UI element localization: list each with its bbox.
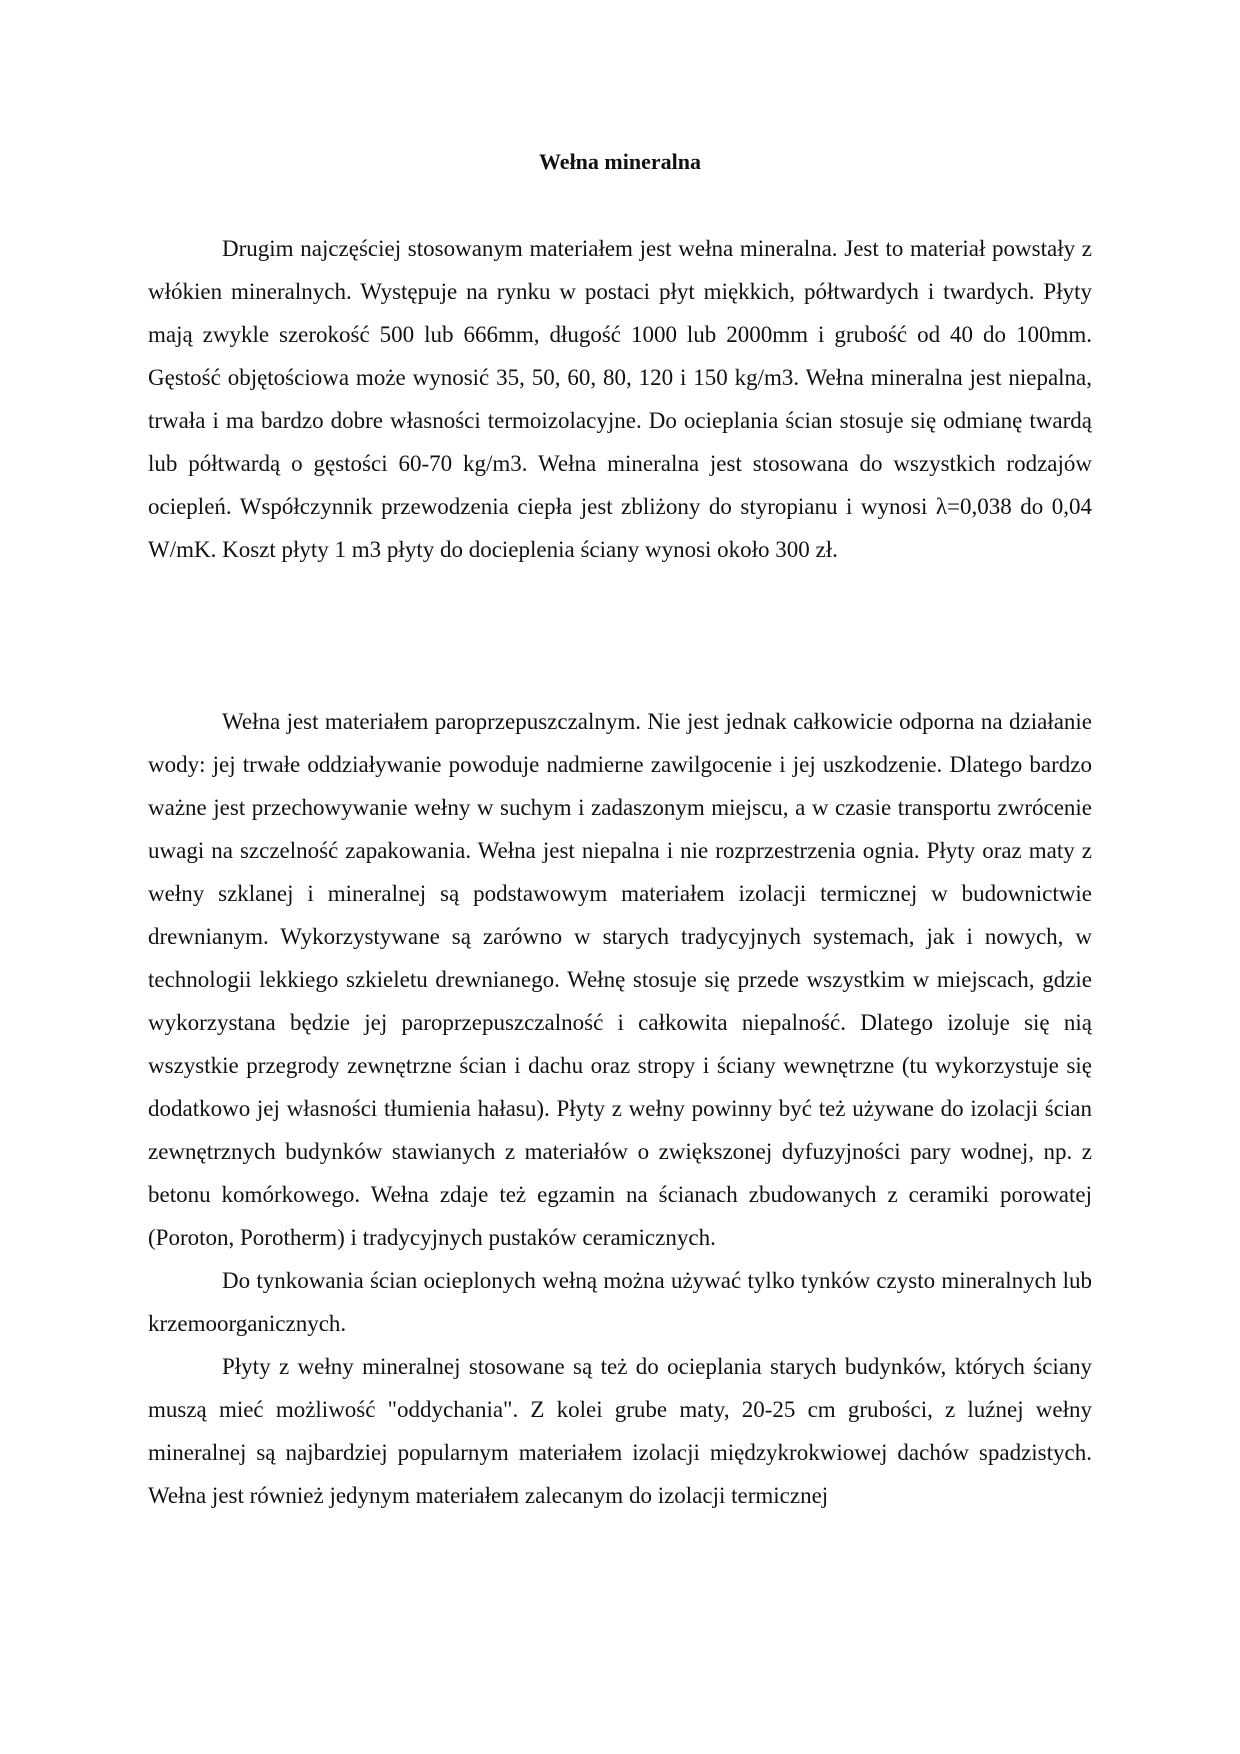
- paragraph-3: Do tynkowania ścian ocieplonych wełną można używać tylko tynków czysto mineralnych lub krzemoorganicznych.: [148, 1268, 1092, 1336]
- document-title: Wełna mineralna: [539, 149, 701, 174]
- section-intro: [148, 227, 1092, 571]
- paragraph-4: Płyty z wełny mineralnej stosowane są też do ocieplania starych budynków, których ściany muszą mieć możliwość "oddychania". Z kolei grube maty, 20-25 cm grubości, z luźnej wełny mineralnej są najbardziej popularnym materiałem izolacji międzykrokwiowej dachów spadzistych. Wełna jest również jedynym materiałem zalecanym do izolacji termicznej: [148, 1354, 1092, 1508]
- paragraph-1: Drugim najczęściej stosowanym materiałem jest wełna mineralna. Jest to materiał powstały z włókien mineralnych. Występuje na rynku w postaci płyt miękkich, półtwardych i twardych. Płyty mają zwykle szerokość 500 lub 666mm, długość 1000 lub 2000mm i grubość od 40 do 100mm. Gęstość objętościowa może wynosić 35, 50, 60, 80, 120 i 150 kg/m3. Wełna mineralna jest niepalna, trwała i ma bardzo dobre własności termoizolacyjne. Do ocieplania ścian stosuje się odmianę twardą lub półtwardą o gęstości 60-70 kg/m3. Wełna mineralna jest stosowana do wszystkich rodzajów ociepleń. Współczynnik przewodzenia ciepła jest zbliżony do styropianu i wynosi λ=0,038 do 0,04 W/mK. Koszt płyty 1 m3 płyty do docieplenia ściany wynosi około 300 zł.: [148, 236, 1092, 562]
- paragraph-2: Wełna jest materiałem paroprzepuszczalnym. Nie jest jednak całkowicie odporna na działanie wody: jej trwałe oddziaływanie powoduje nadmierne zawilgocenie i jej uszkodzenie. Dlatego bardzo ważne jest przechowywanie wełny w suchym i zadaszonym miejscu, a w czasie transportu zwrócenie uwagi na szczelność zapakowania. Wełna jest niepalna i nie rozprzestrzenia ognia. Płyty oraz maty z wełny szklanej i mineralnej są podstawowym materiałem izolacji termicznej w budownictwie drewnianym. Wykorzystywane są zarówno w starych tradycyjnych systemach, jak i nowych, w technologii lekkiego szkieletu drewnianego. Wełnę stosuje się przede wszystkim w miejscach, gdzie wykorzystana będzie jej paroprzepuszczalność i całkowita niepalność. Dlatego izoluje się nią wszystkie przegrody zewnętrzne ścian i dachu oraz stropy i ściany wewnętrzne (tu wykorzystuje się dodatkowo jej własności tłumienia hałasu). Płyty z wełny powinny być też używane do izolacji ścian zewnętrznych budynków stawianych z materiałów o zwiększonej dyfuzyjności pary wodnej, np. z betonu komórkowego. Wełna zdaje też egzamin na ścianach zbudowanych z ceramiki porowatej (Poroton, Porotherm) i tradycyjnych pustaków ceramicznych.: [148, 709, 1092, 1250]
- section-properties: [148, 700, 1092, 1517]
